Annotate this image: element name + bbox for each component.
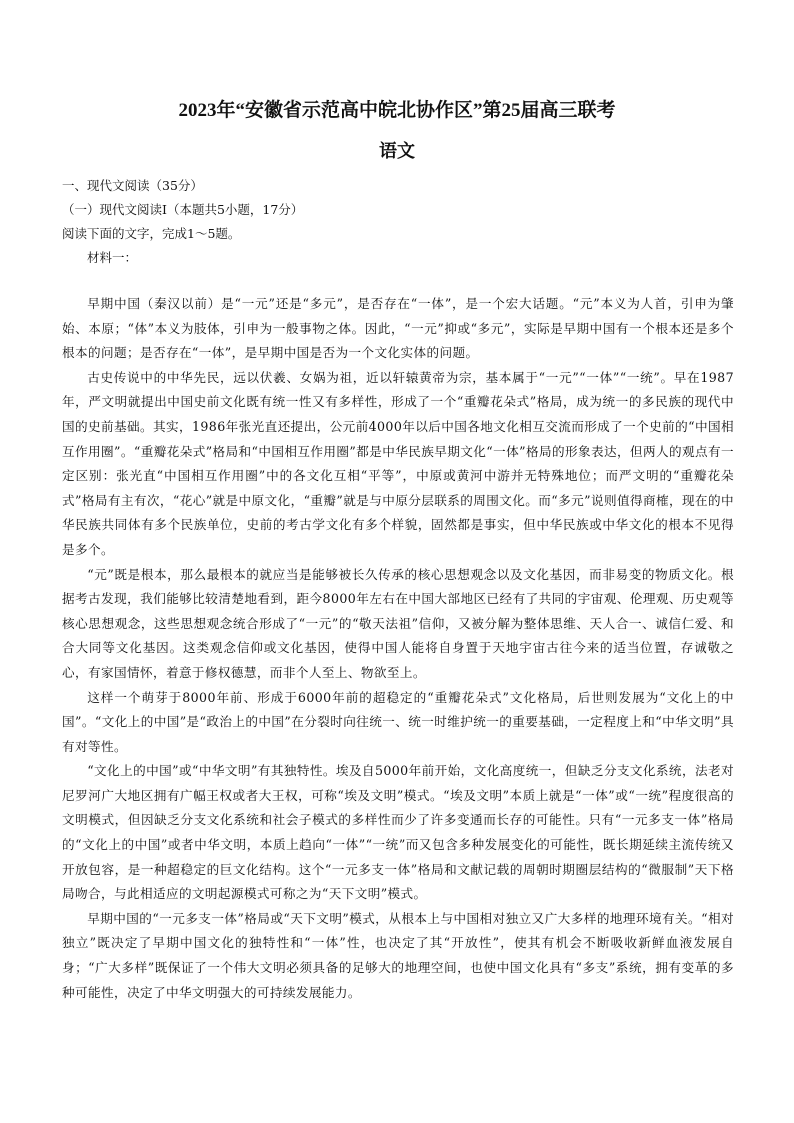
- passage-paragraph: “文化上的中国”或“中华文明”有其独特性。埃及自5000年前开始，文化高度统一，但缺乏分支文化系统，法老对尼罗河广大地区拥有广幅王权或者大王权，可称“埃及文明”模式。“埃及文明”本质上就是“一体”或“一统”程度很高的文明模式，但因缺乏分支文化系统和社会子模式的多样性而少了许多变通而长存的可能性。只有“一元多支一体”格局的“文化上的中国”或者中华文明，本质上趋向“一体”“一统”而又包含多种发展变化的可能性，既长期延续主流传统又开放包容，是一种超稳定的巨文化结构。这个“一元多支一体”格局和文献记载的周朝时期圈层结构的“微服制”天下格局吻合，与此相适应的文明起源模式可称之为“天下文明”模式。: [62, 763, 734, 902]
- passage-paragraph: 早期中国的“一元多支一体”格局或“天下文明”模式，从根本上与中国相对独立又广大多样的地理环境有关。“相对独立”既决定了早期中国文化的独特性和“一体”性，也决定了其“开放性”，使其有机会不断吸收新鲜血液发展自身；“广大多样”既保证了一个伟大文明必须具备的足够大的地理空间，也使中国文化具有“多支”系统，拥有变革的多种可能性，决定了中华文明强大的可持续发展能力。: [62, 910, 734, 1000]
- passage: [62, 292, 734, 1005]
- passage-paragraph: 早期中国（秦汉以前）是“一元”还是“多元”，是否存在“一体”，是一个宏大话题。“元”本义为人首，引申为肇始、本原；“体”本义为肢体，引申为一般事物之体。因此，“一元”抑或“多元”，实际是早期中国有一个根本还是多个根本的问题；是否存在“一体”，是早期中国是否为一个文化实体的问题。: [62, 296, 734, 361]
- material-label: 材料一：: [87, 250, 138, 265]
- passage-paragraph: 古史传说中的中华先民，远以伏羲、女娲为祖，近以轩辕黄帝为宗，基本属于“一元”“一体”“一统”。早在1987年，严文明就提出中国史前文化既有统一性又有多样性，形成了一个“重瓣花朵式”格局，成为统一的多民族的现代中国的史前基础。其实，1986年张光直还提出，公元前4000年以后中国各地文化相互交流而形成了一个史前的“中国相互作用圈”。“重瓣花朵式”格局和“中国相互作用圈”都是中华民族早期文化“一体”格局的形象表达，但两人的观点有一定区别：张光直“中国相互作用圈”中的各文化互相“平等”，中原或黄河中游并无特殊地位；而严文明的“重瓣花朵式”格局有主有次，“花心”就是中原文化，“重瓣”就是与中原分层联系的周围文化。而“多元”说则值得商榷，现在的中华民族共同体有多个民族单位，史前的考古学文化有多个样貌，固然都是事实，但中华民族或中华文化的根本不见得是多个。: [62, 369, 734, 557]
- passage-paragraph: 这样一个萌芽于8000年前、形成于6000年前的超稳定的“重瓣花朵式”文化格局，后世则发展为“文化上的中国”。“文化上的中国”是“政治上的中国”在分裂时向往统一、统一时维护统一的重要基础，一定程度上和“中华文明”具有对等性。: [62, 689, 734, 754]
- subject-heading: 语文: [379, 141, 415, 162]
- sub-heading: （一）现代文阅读Ⅰ（本题共5小题，17分）: [62, 202, 304, 217]
- passage-paragraph: “元”既是根本，那么最根本的就应当是能够被长久传承的核心思想观念以及文化基因，而非易变的物质文化。根据考古发现，我们能够比较清楚地看到，距今8000年左右在中国大部地区已经有了共同的宇宙观、伦理观、历史观等核心思想观念，这些思想观念统合形成了“一元”的“敬天法祖”信仰，又被分解为整体思维、天人合一、诚信仁爱、和合大同等文化基因。这类观念信仰或文化基因，使得中国人能将自身置于天地宇宙古往今来的适当位置，存诚敬之心，有家国情怀，着意于修权德慧，而非个人至上、物欲至上。: [62, 566, 734, 680]
- exam-title: 2023年“安徽省示范高中皖北协作区”第25届高三联考: [178, 100, 616, 121]
- section-heading: 一、现代文阅读（35分）: [62, 178, 203, 193]
- reading-instruction: 阅读下面的文字，完成1～5题。: [62, 226, 241, 241]
